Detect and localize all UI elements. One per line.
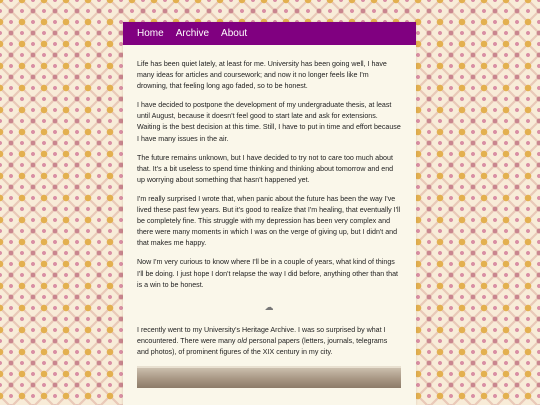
post-paragraph: Life has been quiet lately, at least for me. University has been going well, I have many ideas for articles and coursework; and now it no longer feels like I'm drowning, that feeling long ago faded, so to be honest. (137, 60, 387, 91)
post-content (123, 45, 416, 388)
post-paragraph: The future remains unknown, but I have decided to try not to care too much about that. It's a bit useless to spend time thinking and thinking about tomorrow and end up worrying about something that hasn't happened yet. (137, 153, 394, 184)
nav-home-link[interactable]: Home (137, 28, 164, 39)
paragraph-lead: I recently went to my University's Heritage Archive. I was so surprised by what I encountered. There were many (137, 325, 386, 345)
paragraph-tail: personal papers (letters, journals, telegrams and photos), of prominent figures of the XIX century in my city. (137, 336, 388, 356)
nav-about-link[interactable]: About (221, 28, 248, 39)
post-paragraph: I have decided to postpone the development of my undergraduate thesis, at least until August, because it doesn't feel good to start late and ask for extensions. Waiting is the best decision at this time. Still, I have to put in time and effort because I have many issues in the air. (137, 101, 401, 143)
section-divider (137, 302, 401, 313)
post-paragraph (137, 325, 401, 358)
post-paragraph: Now I'm very curious to know where I'll be in a couple of years, what kind of things I'll be doing. I just hope I don't relapse the way I did before, anything other than that is a win to be honest. (137, 258, 399, 289)
paragraph-emphasis: old (237, 336, 247, 345)
post-paragraph: I'm really surprised I wrote that, when panic about the future has been the way I've lived these past few years. But it's good to realize that I'm healing, that eventually I'll be completely fine. This struggle with my depression has been very complex and there were many moments in which I was on the verge of giving up, but I didn't and that makes me happy. (137, 194, 401, 248)
cloud-icon: ☁ (264, 301, 274, 312)
top-nav (123, 22, 416, 45)
archive-photo (137, 366, 401, 388)
nav-archive-link[interactable]: Archive (175, 28, 210, 39)
blog-column (123, 22, 416, 405)
